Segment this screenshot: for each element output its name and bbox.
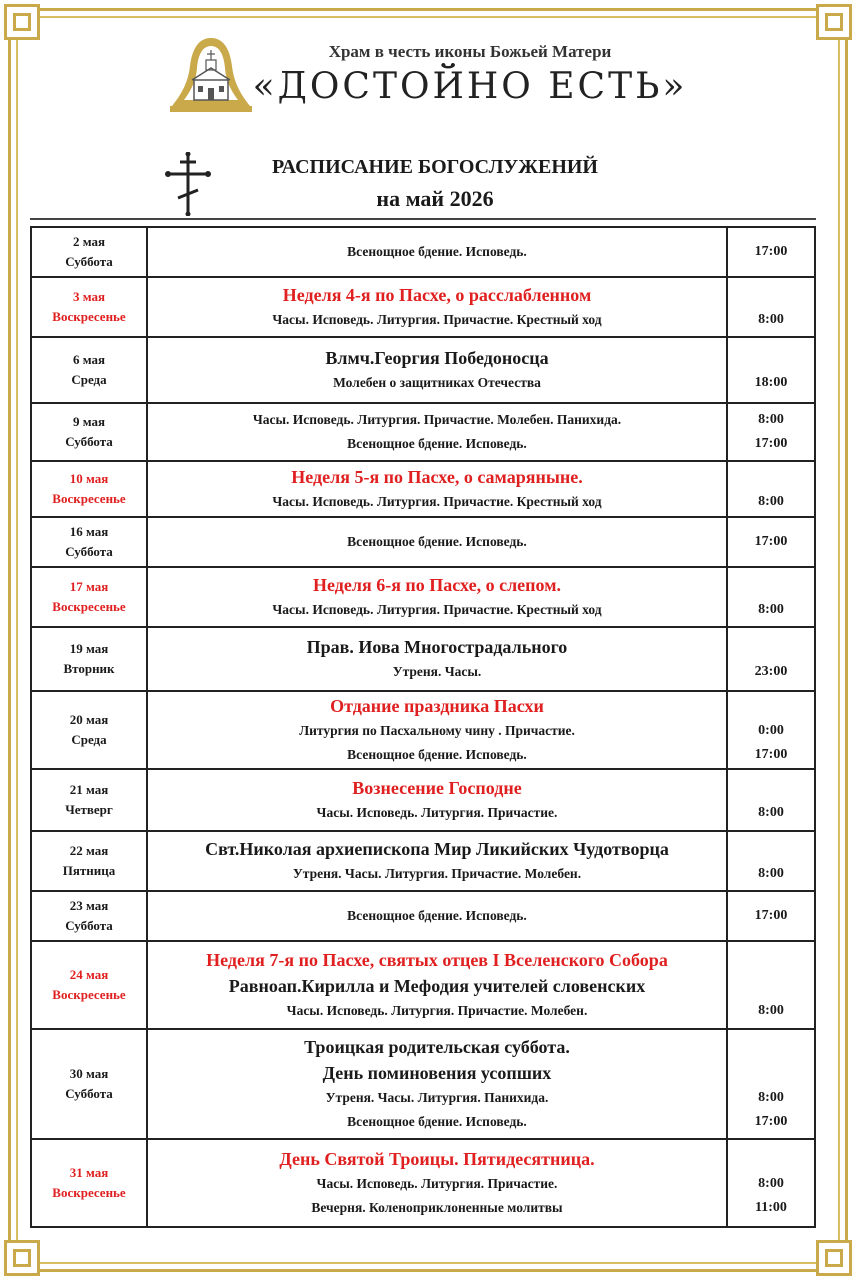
date-cell [31, 691, 147, 769]
service-time: 8:00 [758, 866, 784, 881]
schedule-table [30, 226, 816, 1228]
service-time: 8:00 [758, 494, 784, 509]
church-name: «ДОСТОЙНО ЕСТЬ» [252, 66, 688, 107]
service-time: 8:00 [758, 1090, 784, 1105]
service-line: Утреня. Часы. [392, 664, 482, 679]
service-time: 8:00 [758, 1176, 784, 1191]
feast-title: Равноап.Кирилла и Мефодия учителей словенских [228, 976, 646, 996]
date: 19 мая [69, 641, 109, 656]
schedule-row [31, 891, 815, 941]
feast-title: Прав. Иова Многострадального [306, 637, 568, 657]
service-time: 17:00 [754, 534, 788, 549]
service-line: Часы. Исповедь. Литургия. Причастие. [316, 1176, 558, 1191]
service-cell [147, 403, 727, 461]
date-cell [31, 1029, 147, 1139]
feast-title: Неделя 6-я по Пасхе, о слепом. [313, 575, 561, 595]
service-cell [147, 891, 727, 941]
schedule-row [31, 831, 815, 891]
service-cell [147, 227, 727, 277]
service-time: 17:00 [754, 436, 788, 451]
schedule-row [31, 461, 815, 517]
corner-ornament [4, 4, 40, 40]
weekday: Воскресенье [52, 1185, 126, 1200]
weekday: Суббота [65, 254, 113, 269]
date-cell [31, 1139, 147, 1227]
service-line: Литургия по Пасхальному чину . Причастие. [299, 723, 575, 738]
feast-title: Троицкая родительская суббота. [304, 1037, 570, 1057]
feast-title: Влмч.Георгия Победоносца [325, 348, 549, 368]
feast-title: Свт.Николая архиепископа Мир Ликийских Чудотворца [205, 839, 669, 859]
service-line: Часы. Исповедь. Литургия. Причастие. Молебен. Панихида. [252, 412, 622, 427]
service-line: Часы. Исповедь. Литургия. Причастие. Молебен. [286, 1003, 588, 1018]
schedule-row [31, 567, 815, 627]
weekday: Воскресенье [52, 599, 126, 614]
corner-ornament [816, 4, 852, 40]
weekday: Среда [71, 372, 107, 387]
date-cell [31, 337, 147, 403]
feast-title: День поминовения усопших [322, 1063, 552, 1083]
spacer [728, 836, 814, 862]
time-cell [727, 1139, 815, 1227]
time-cell [727, 1029, 815, 1139]
service-time: 8:00 [758, 805, 784, 820]
service-time: 23:00 [754, 664, 788, 679]
spacer [728, 775, 814, 801]
corner-ornament [816, 1240, 852, 1276]
weekday: Воскресенье [52, 987, 126, 1002]
weekday: Суббота [65, 918, 113, 933]
feast-title: Отдание праздника Пасхи [330, 696, 544, 716]
weekday: Суббота [65, 544, 113, 559]
time-cell [727, 891, 815, 941]
service-line: Часы. Исповедь. Литургия. Причастие. [316, 805, 558, 820]
service-time: 17:00 [754, 244, 788, 259]
schedule-row [31, 403, 815, 461]
date: 17 мая [69, 579, 109, 594]
service-line: Всенощное бдение. Исповедь. [347, 747, 527, 762]
spacer [728, 1146, 814, 1172]
service-line: Часы. Исповедь. Литургия. Причастие. Крестный ход [272, 312, 602, 327]
date-cell [31, 403, 147, 461]
service-cell [147, 627, 727, 691]
service-line: Утреня. Часы. Литургия. Панихида. [325, 1090, 549, 1105]
date-cell [31, 891, 147, 941]
page-title: РАСПИСАНИЕ БОГОСЛУЖЕНИЙ [272, 156, 598, 178]
time-cell [727, 337, 815, 403]
time-cell [727, 941, 815, 1029]
time-cell [727, 277, 815, 337]
service-time: 17:00 [754, 1114, 788, 1129]
schedule-row [31, 941, 815, 1029]
service-time: 8:00 [758, 602, 784, 617]
weekday: Суббота [65, 1086, 113, 1101]
service-line: Вечерня. Коленоприклоненные молитвы [311, 1200, 563, 1215]
service-time: 11:00 [755, 1200, 787, 1215]
service-line: Часы. Исповедь. Литургия. Причастие. Крестный ход [272, 602, 602, 617]
service-time: 18:00 [754, 375, 788, 390]
service-line: Часы. Исповедь. Литургия. Причастие. Крестный ход [272, 494, 602, 509]
date: 9 мая [72, 414, 106, 429]
date: 16 мая [69, 524, 109, 539]
service-cell [147, 567, 727, 627]
schedule-row [31, 1139, 815, 1227]
weekday: Четверг [65, 802, 113, 817]
service-time: 8:00 [758, 412, 784, 427]
schedule-row [31, 227, 815, 277]
service-time: 0:00 [758, 723, 784, 738]
date-cell [31, 627, 147, 691]
date: 24 мая [69, 967, 109, 982]
date: 30 мая [69, 1066, 109, 1081]
orthodox-cross-icon [160, 152, 216, 216]
date: 22 мая [69, 843, 109, 858]
service-cell [147, 517, 727, 567]
spacer [728, 693, 814, 719]
weekday: Воскресенье [52, 309, 126, 324]
service-cell [147, 941, 727, 1029]
schedule-row [31, 627, 815, 691]
date: 20 мая [69, 712, 109, 727]
spacer [728, 572, 814, 598]
date-cell [31, 831, 147, 891]
service-cell [147, 1029, 727, 1139]
divider [30, 218, 816, 220]
time-cell [727, 691, 815, 769]
service-cell [147, 691, 727, 769]
service-time: 17:00 [754, 747, 788, 762]
date-cell [31, 227, 147, 277]
weekday: Вторник [63, 661, 115, 676]
schedule-row [31, 517, 815, 567]
feast-title: Неделя 5-я по Пасхе, о самаряныне. [291, 467, 583, 487]
date-cell [31, 517, 147, 567]
service-line: Всенощное бдение. Исповедь. [347, 436, 527, 451]
schedule-row [31, 1029, 815, 1139]
schedule-row [31, 337, 815, 403]
date: 23 мая [69, 898, 109, 913]
spacer [728, 345, 814, 371]
date-cell [31, 769, 147, 831]
date: 21 мая [69, 782, 109, 797]
spacer [728, 947, 814, 973]
page-month: на май 2026 [376, 186, 494, 211]
service-cell [147, 831, 727, 891]
date-cell [31, 277, 147, 337]
service-line: Всенощное бдение. Исповедь. [347, 244, 527, 259]
spacer [728, 1034, 814, 1060]
time-cell [727, 831, 815, 891]
corner-ornament [4, 1240, 40, 1276]
service-line: Всенощное бдение. Исповедь. [347, 908, 527, 923]
feast-title: Вознесение Господне [352, 778, 522, 798]
feast-title: Неделя 7-я по Пасхе, святых отцев I Вселенского Собора [206, 950, 668, 970]
service-line: Всенощное бдение. Исповедь. [347, 1114, 527, 1129]
time-cell [727, 627, 815, 691]
spacer [728, 282, 814, 308]
weekday: Среда [71, 732, 107, 747]
church-subtitle: Храм в честь иконы Божьей Матери [328, 42, 612, 61]
feast-title: Неделя 4-я по Пасхе, о расслабленном [282, 285, 592, 305]
date-cell [31, 941, 147, 1029]
church-logo-icon [168, 36, 254, 114]
service-time: 17:00 [754, 908, 788, 923]
date: 3 мая [72, 289, 106, 304]
spacer [728, 1060, 814, 1086]
time-cell [727, 227, 815, 277]
spacer [728, 973, 814, 999]
feast-title: День Святой Троицы. Пятидесятница. [279, 1149, 595, 1169]
weekday: Воскресенье [52, 491, 126, 506]
time-cell [727, 403, 815, 461]
date: 10 мая [69, 471, 109, 486]
date: 6 мая [72, 352, 106, 367]
spacer [728, 464, 814, 490]
service-cell [147, 277, 727, 337]
service-time: 8:00 [758, 1003, 784, 1018]
schedule-row [31, 769, 815, 831]
date-cell [31, 461, 147, 517]
date: 2 мая [72, 234, 106, 249]
weekday: Пятница [62, 863, 116, 878]
date: 31 мая [69, 1165, 109, 1180]
date-cell [31, 567, 147, 627]
schedule-row [31, 691, 815, 769]
service-cell [147, 1139, 727, 1227]
schedule-row [31, 277, 815, 337]
time-cell [727, 517, 815, 567]
service-line: Молебен о защитниках Отечества [333, 375, 541, 390]
time-cell [727, 461, 815, 517]
time-cell [727, 567, 815, 627]
spacer [728, 634, 814, 660]
service-cell [147, 461, 727, 517]
time-cell [727, 769, 815, 831]
service-line: Утреня. Часы. Литургия. Причастие. Молебен. [292, 866, 582, 881]
service-cell [147, 769, 727, 831]
weekday: Суббота [65, 434, 113, 449]
service-line: Всенощное бдение. Исповедь. [347, 534, 527, 549]
service-time: 8:00 [758, 312, 784, 327]
service-cell [147, 337, 727, 403]
